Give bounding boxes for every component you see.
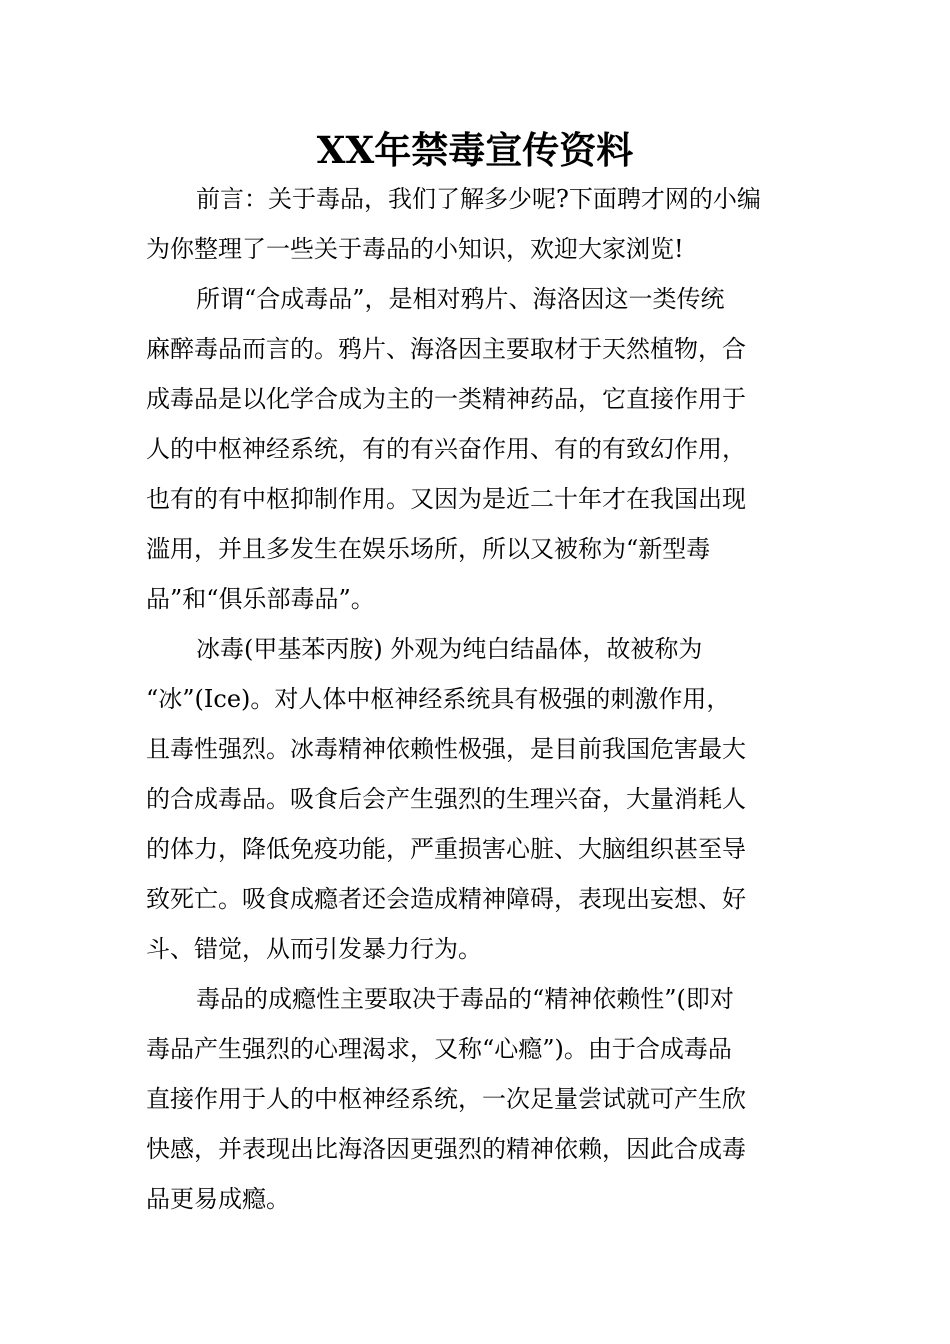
text-line: 品”和“俱乐部毒品”。	[146, 585, 375, 613]
text-line: 的体力，降低免疫功能，严重损害心脏、大脑组织甚至导	[146, 835, 746, 863]
text-line: 人的中枢神经系统，有的有兴奋作用、有的有致幻作用，	[146, 435, 746, 463]
text-line: 麻醉毒品而言的。鸦片、海洛因主要取材于天然植物，合	[146, 335, 746, 363]
text-line: 毒品的成瘾性主要取决于毒品的“精神依赖性”(即对	[196, 985, 734, 1013]
text-line: 品更易成瘾。	[146, 1185, 290, 1213]
text-line: 冰毒(甲基苯丙胺) 外观为纯白结晶体，故被称为	[196, 635, 703, 663]
text-line: 成毒品是以化学合成为主的一类精神药品，它直接作用于	[146, 385, 746, 413]
text-line: 致死亡。吸食成瘾者还会造成精神障碍，表现出妄想、好	[146, 885, 746, 913]
text-line: 的合成毒品。吸食后会产生强烈的生理兴奋，大量消耗人	[146, 785, 746, 813]
text-line: 前言：关于毒品，我们了解多少呢?下面聘才网的小编	[196, 185, 761, 213]
text-line: 毒品产生强烈的心理渴求，又称“心瘾”)。由于合成毒品	[146, 1035, 732, 1063]
text-line: 快感，并表现出比海洛因更强烈的精神依赖，因此合成毒	[146, 1135, 746, 1163]
text-line: 为你整理了一些关于毒品的小知识，欢迎大家浏览!	[146, 235, 684, 263]
text-line: 所谓“合成毒品”，是相对鸦片、海洛因这一类传统	[196, 285, 725, 313]
document-title: XX年禁毒宣传资料	[316, 128, 634, 172]
text-line: 直接作用于人的中枢神经系统，一次足量尝试就可产生欣	[146, 1085, 746, 1113]
text-line: “冰”(Ice)。对人体中枢神经系统具有极强的刺激作用，	[146, 685, 731, 713]
text-line: 滥用，并且多发生在娱乐场所，所以又被称为“新型毒	[146, 535, 711, 563]
text-line: 也有的有中枢抑制作用。又因为是近二十年才在我国出现	[146, 485, 746, 513]
text-line: 且毒性强烈。冰毒精神依赖性极强，是目前我国危害最大	[146, 735, 746, 763]
text-line: 斗、错觉，从而引发暴力行为。	[146, 935, 482, 963]
